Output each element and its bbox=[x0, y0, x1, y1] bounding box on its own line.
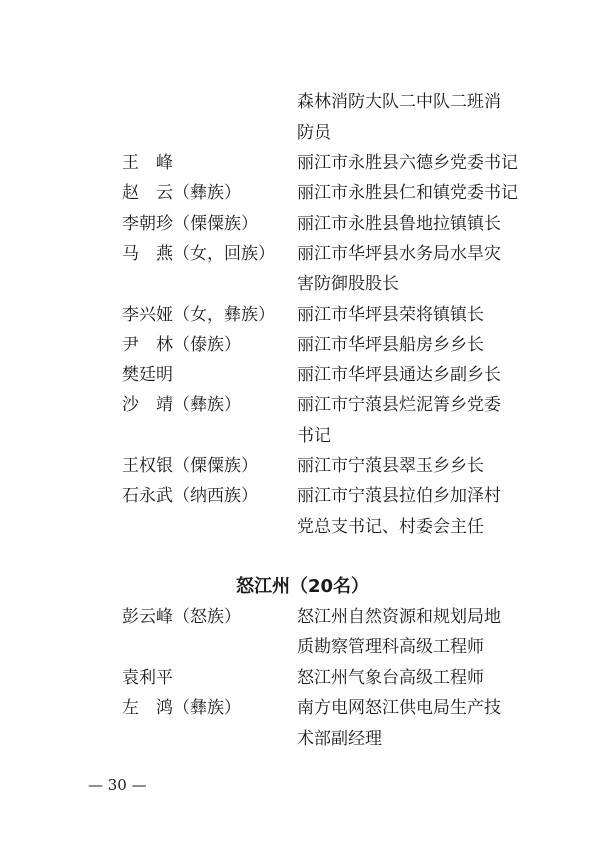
entry-title-line: 丽江市宁蒗县拉伯乡加泽村 bbox=[297, 486, 501, 506]
entry-title-line: 森林消防大队二中队二班消 bbox=[297, 92, 501, 112]
entry-name: 王权银（傈僳族） bbox=[122, 456, 258, 476]
entry-name: 石永武（纳西族） bbox=[122, 486, 258, 506]
entry-title-line: 丽江市华坪县水务局水旱灾 bbox=[297, 244, 501, 264]
entry-title-line: 术部副经理 bbox=[297, 729, 382, 749]
entry-name: 樊廷明 bbox=[122, 365, 173, 385]
entry-title-line: 丽江市永胜县六德乡党委书记 bbox=[297, 153, 518, 173]
entry-title-line: 丽江市宁蒗县翠玉乡乡长 bbox=[297, 456, 484, 476]
section-header: 怒江州（20名） bbox=[236, 576, 370, 597]
entry-name: 马 燕（女，回族） bbox=[122, 244, 275, 264]
entry-title-line: 丽江市永胜县仁和镇党委书记 bbox=[297, 183, 518, 203]
entry-name: 左 鸿（彝族） bbox=[122, 698, 241, 718]
entry-title-line: 丽江市华坪县船房乡乡长 bbox=[297, 335, 484, 355]
entry-title-line: 质勘察管理科高级工程师 bbox=[297, 637, 484, 657]
entry-title-line: 怒江州自然资源和规划局地 bbox=[297, 607, 501, 627]
entry-name: 王 峰 bbox=[122, 153, 173, 173]
entry-name: 尹 林（傣族） bbox=[122, 335, 241, 355]
entry-title-line: 丽江市永胜县鲁地拉镇镇长 bbox=[297, 214, 501, 234]
entry-title-line: 怒江州气象台高级工程师 bbox=[297, 668, 484, 688]
page-number: — 30 — bbox=[88, 776, 147, 794]
entry-name: 李朝珍（傈僳族） bbox=[122, 214, 258, 234]
entry-title-line: 丽江市华坪县荣将镇镇长 bbox=[297, 305, 484, 325]
entry-name: 袁利平 bbox=[122, 668, 173, 688]
entry-name: 李兴娅（女，彝族） bbox=[122, 305, 275, 325]
entry-name: 沙 靖（彝族） bbox=[122, 395, 241, 415]
entry-title-line: 丽江市宁蒗县烂泥箐乡党委 bbox=[297, 395, 501, 415]
entry-title-line: 害防御股股长 bbox=[297, 274, 399, 294]
entry-title-line: 防员 bbox=[297, 123, 331, 143]
entry-title-line: 书记 bbox=[297, 426, 331, 446]
entry-title-line: 南方电网怒江供电局生产技 bbox=[297, 698, 501, 718]
entry-name: 彭云峰（怒族） bbox=[122, 607, 241, 627]
entry-title-line: 丽江市华坪县通达乡副乡长 bbox=[297, 365, 501, 385]
entry-title-line: 党总支书记、村委会主任 bbox=[297, 517, 484, 537]
entry-name: 赵 云（彝族） bbox=[122, 183, 241, 203]
